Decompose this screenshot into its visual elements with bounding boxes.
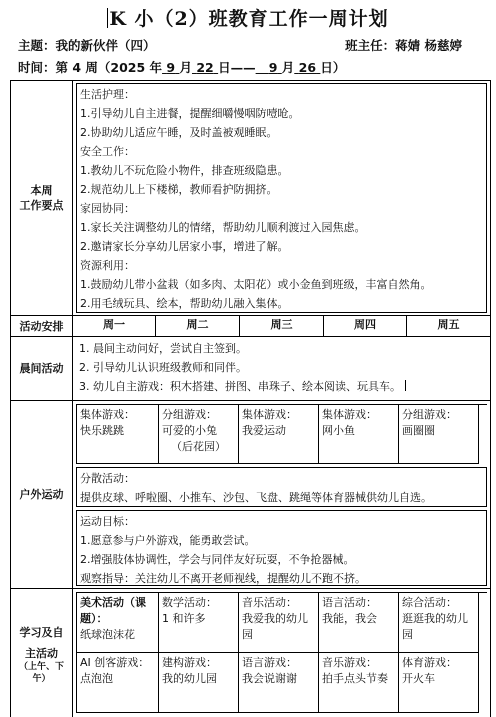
learning-grid xyxy=(76,592,487,713)
theme-label: 主题：我的新伙伴（四） xyxy=(18,38,156,53)
focus-item: 2.用毛绒玩具、绘本，帮助幼儿融入集体。 xyxy=(80,297,289,310)
learning-label: 学习及自 主活动 （上午、下午） xyxy=(11,589,73,717)
focus-item: 1.教幼儿不玩危险小物件，排查班级隐患。 xyxy=(80,164,289,177)
learning-cell: 语言活动： 我能，我会 xyxy=(319,593,399,653)
morning-content xyxy=(73,337,491,401)
outdoor-content xyxy=(73,401,491,589)
outdoor-row xyxy=(11,401,491,589)
morning-item: 1. 晨间主动问好，尝试自主签到。 xyxy=(79,342,247,355)
learning-cell: 数学活动： 1 和许多 xyxy=(159,593,239,653)
time-prefix: 时间：第 4 周（2025 年 xyxy=(18,60,163,75)
time-line: 时间：第 4 周（2025 年 9 月 22 日—— 9 月 26 日） xyxy=(18,60,346,75)
focus-content xyxy=(73,81,491,316)
focus-item: 家园协同： xyxy=(80,202,135,215)
learning-cell: 综合活动： 逛逛我的幼儿园 xyxy=(399,593,479,653)
outdoor-game-cell: 分组游戏： 画圈圈 xyxy=(399,405,479,464)
theme-line xyxy=(18,36,478,54)
focus-item: 2.协助幼儿适应午睡，及时盖被观睡眠。 xyxy=(80,126,278,139)
focus-item: 1.引导幼儿自主进餐，提醒细嚼慢咽防噎呛。 xyxy=(80,107,300,120)
morning-row xyxy=(11,337,491,401)
learning-cell: 美术活动（课题）： 纸球泡沫花 xyxy=(77,593,159,653)
learning-cell: 音乐游戏： 拍手点头节奏 xyxy=(319,653,399,713)
outdoor-game-cell: 集体游戏： 快乐跳跳 xyxy=(77,405,159,464)
outdoor-label: 户外运动 xyxy=(11,401,73,589)
learning-cell: AI 创客游戏： 点泡泡 xyxy=(77,653,159,713)
learning-cell: 音乐活动： 我爱我的幼儿园 xyxy=(239,593,319,653)
morning-item: 2. 引导幼儿认识班级教师和同伴。 xyxy=(79,361,247,374)
focus-item: 2.邀请家长分享幼儿居家小事，增进了解。 xyxy=(80,240,289,253)
focus-row xyxy=(11,81,491,316)
morning-label: 晨间活动 xyxy=(11,337,73,401)
day-wednesday: 周三 xyxy=(240,316,324,337)
focus-inner-box xyxy=(76,83,487,313)
start-month: 9 xyxy=(166,60,176,75)
outdoor-games-grid xyxy=(76,404,487,464)
text-cursor xyxy=(405,380,406,391)
day-friday: 周五 xyxy=(407,316,491,337)
focus-item: 生活护理： xyxy=(80,88,135,101)
morning-item: 3. 幼儿自主游戏：积木搭建、拼图、串珠子、绘本阅读、玩具车。 xyxy=(79,378,484,397)
learning-cell: 语言游戏： 我会说谢谢 xyxy=(239,653,319,713)
schedule-row xyxy=(11,316,491,337)
day-monday: 周一 xyxy=(73,316,156,337)
focus-item: 2.规范幼儿上下楼梯，教师看护防拥挤。 xyxy=(80,183,278,196)
learning-content xyxy=(73,589,491,717)
weekly-plan-table xyxy=(10,80,491,717)
focus-item: 1.家长关注调整幼儿的情绪，帮助幼儿顺利渡过入园焦虑。 xyxy=(80,221,366,234)
focus-item: 安全工作： xyxy=(80,145,135,158)
focus-item: 资源利用： xyxy=(80,259,135,272)
day-thursday: 周四 xyxy=(324,316,407,337)
outdoor-goals-box: 运动目标： 1.愿意参与户外游戏，能勇敢尝试。 2.增强肢体协调性，学会与同伴友好玩耍，不争抢器械。 观察指导：关注幼儿不离开老师视线，提醒幼儿不跑不挤。 xyxy=(76,510,487,586)
schedule-label: 活动安排 xyxy=(11,316,73,337)
outdoor-game-cell: 分组游戏： 可爱的小兔 （后花园） xyxy=(159,405,239,464)
start-day: 22 xyxy=(196,60,214,75)
end-day: 26 xyxy=(298,60,317,75)
learning-row xyxy=(11,589,491,717)
outdoor-free-box: 分散活动： 提供皮球、呼啦圈、小推车、沙包、飞盘、跳绳等体育器械供幼儿自选。 xyxy=(76,467,487,507)
outdoor-game-cell: 集体游戏： 我爱运动 xyxy=(239,405,319,464)
focus-label: 本周 工作要点 xyxy=(11,81,73,316)
outdoor-game-cell: 集体游戏： 网小鱼 xyxy=(319,405,399,464)
teacher-label: 班主任：蒋婧 杨慈婷 xyxy=(345,38,462,53)
learning-cell: 体育游戏： 开火车 xyxy=(399,653,479,713)
page-title: K 小（2）班教育工作一周计划 xyxy=(109,8,389,30)
end-month: 9 xyxy=(268,60,278,75)
learning-cell: 建构游戏： 我的幼儿园 xyxy=(159,653,239,713)
focus-item: 1.鼓励幼儿带小盆栽（如多肉、太阳花）或小金鱼到班级，丰富自然角。 xyxy=(80,278,432,291)
day-tuesday: 周二 xyxy=(156,316,240,337)
